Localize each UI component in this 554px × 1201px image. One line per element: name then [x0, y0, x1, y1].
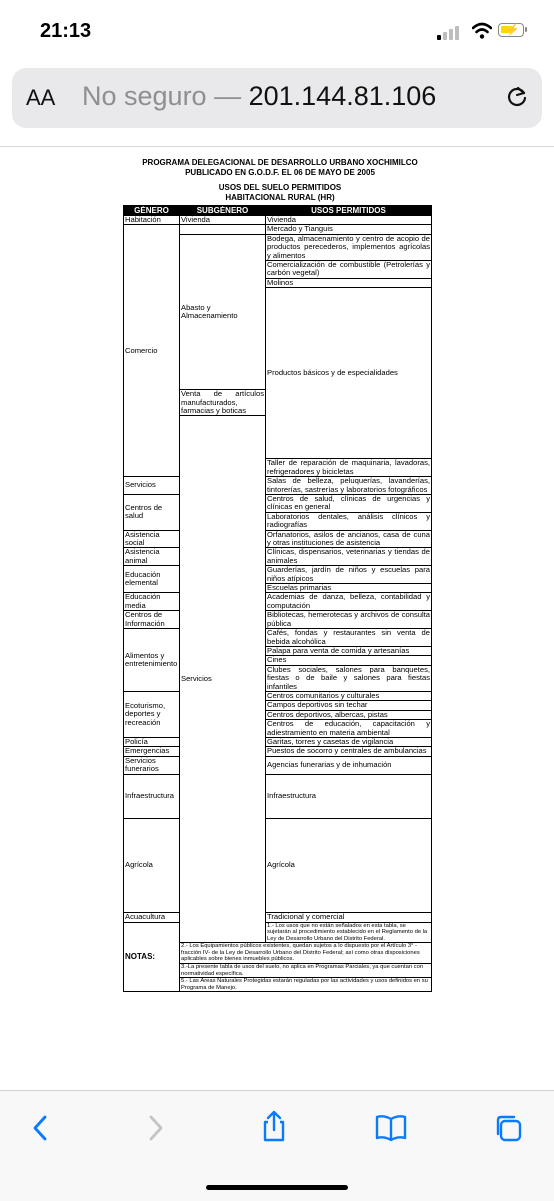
reader-options-button[interactable]	[26, 85, 55, 111]
cell-subgenero: Emergencias	[124, 747, 180, 756]
cell-subgenero: Alimentos y entretenimiento	[124, 629, 180, 692]
cell-uso: Vivienda	[266, 216, 432, 225]
table-row	[124, 225, 432, 234]
cell-uso: Clubes sociales, salones para banquetes, fiestas o de baile y salones para fiestas infantiles	[267, 665, 430, 691]
cell-uso: Campos deportivos sin techar	[266, 701, 432, 710]
wifi-icon	[472, 22, 492, 40]
status-time: 21:13	[40, 20, 92, 42]
cell-uso: Cines	[266, 656, 432, 665]
forward-icon[interactable]	[140, 1113, 170, 1143]
url-host: 201.144.81.106	[248, 81, 437, 111]
cell-subgenero: Educación media	[124, 593, 180, 611]
cell-uso: Agencias funerarias y de inhumación	[266, 756, 432, 774]
table-row	[124, 548, 432, 566]
cell-uso: Bibliotecas, hemerotecas y archivos de consulta pública	[267, 610, 430, 628]
aa-label: AA	[26, 85, 56, 110]
status-bar	[0, 0, 554, 60]
cell-subgenero: Infraestructura	[266, 774, 432, 818]
cell-subgenero: Centros de salud	[124, 495, 180, 531]
url-separator: —	[214, 81, 242, 111]
battery-charging-icon: ⚡	[498, 23, 524, 37]
table-header-row	[124, 206, 432, 216]
cell-genero: Servicios	[180, 416, 266, 943]
note-text: 1.- Los usos que no están señalados en esta tabla, se sujetarán al procedimiento establecido en el Reglamento de la Ley de Desarrollo Urbano del Distrito Federal.	[266, 922, 432, 943]
doc-title-1: PROGRAMA DELEGACIONAL DE DESARROLLO URBANO XOCHIMILCO	[142, 158, 418, 167]
note-text: 3.-La presente tabla de usos del suelo, no aplica en Programas Parciales, ya que cuentan con normatividad específica.	[180, 964, 432, 978]
cell-uso: Bodega, almacenamiento y centro de acopio de productos perecederos, implementos agrícolas y alimentos	[267, 234, 430, 260]
share-icon[interactable]	[259, 1109, 289, 1143]
cell-genero: Habitación	[124, 216, 180, 225]
reload-icon[interactable]	[504, 84, 530, 110]
cell-subgenero: Asistencia social	[124, 530, 180, 548]
cell-subgenero: Vivienda	[180, 216, 266, 225]
address-bar[interactable]	[12, 68, 542, 128]
cell-genero: Agrícola	[124, 818, 180, 912]
header-genero: GÉNERO	[124, 206, 180, 216]
cell-genero: Acuacultura	[124, 913, 180, 922]
cell-subgenero: Servicios	[124, 477, 180, 495]
cell-genero: Comercio	[124, 225, 180, 477]
table-row	[124, 774, 432, 809]
table-row	[124, 611, 432, 629]
cell-uso: Salas de belleza, peluquerías, lavanderías, tintorerías, sastrerías y laboratorios fotográficos	[267, 476, 430, 494]
note-text: 5.- Las Áreas Naturales Protegidas estarán reguladas por las actividades y usos definidos en su Programa de Manejo.	[180, 978, 432, 992]
url-field[interactable]	[82, 81, 436, 112]
table-row	[124, 913, 432, 922]
bookmarks-icon[interactable]	[374, 1113, 408, 1143]
cell-uso: Taller de reparación de maquinaria, lavadoras, refrigeradores y bicicletas	[267, 458, 430, 476]
tabs-icon[interactable]	[493, 1113, 523, 1143]
cell-subgenero: Abasto y Almacenamiento	[180, 234, 266, 389]
doc-title-3: USOS DEL SUELO PERMITIDOS	[218, 183, 342, 192]
cell-subgenero: Asistencia animal	[124, 548, 180, 566]
header-subgenero: SUBGÉNERO	[180, 206, 266, 216]
cell-uso: Puestos de socorro y centrales de ambulancias	[266, 747, 432, 756]
cell-uso: Centros deportivos, albercas, pistas	[266, 710, 432, 719]
table-row	[124, 756, 432, 774]
table-row	[124, 566, 432, 584]
table-row	[124, 216, 432, 225]
cell-subgenero: Educación elemental	[124, 566, 180, 593]
notes-label: NOTAS:	[124, 922, 180, 992]
cell-uso: Mercado y Tianguis	[266, 225, 432, 234]
document-page	[0, 146, 554, 1091]
cell-uso: Centros de salud, clínicas de urgencias y clínicas en general	[267, 494, 430, 512]
note-text: 2.- Los Equipamientos públicos existentes, quedan sujetos a lo dispuesto por el Artículo 3° -fracción IV- de la Ley de Desarrollo Urbano del Distrito Federal; así como otras disposiciones aplicables sobre bienes inmuebles públicos.	[180, 943, 432, 964]
doc-title-4: HABITACIONAL RURAL (HR)	[225, 193, 335, 202]
cell-uso: Molinos	[266, 278, 432, 287]
table-row	[124, 593, 432, 611]
cell-uso: Orfanatorios, asilos de ancianos, casa de cuna y otras instituciones de asistencia	[267, 530, 430, 548]
cell-subgenero: Productos básicos y de especialidades	[266, 288, 432, 459]
cell-subgenero: Agrícola	[266, 818, 432, 912]
table-row	[124, 737, 432, 746]
cell-subgenero: Tradicional y comercial	[266, 913, 432, 922]
usos-table	[123, 205, 432, 992]
cell-subgenero	[180, 225, 266, 234]
table-row	[124, 629, 432, 647]
table-row	[124, 477, 432, 495]
cell-uso: Cafés, fondas y restaurantes sin venta de bebida alcohólica	[267, 628, 430, 646]
header-usos: USOS PERMITIDOS	[266, 206, 432, 216]
home-indicator	[206, 1185, 348, 1190]
notes-row	[124, 922, 432, 943]
table-row	[124, 818, 432, 886]
cell-uso: Venta de artículos manufacturados, farmacias y boticas	[181, 389, 264, 415]
back-icon[interactable]	[26, 1113, 56, 1143]
cell-uso: Escuelas primarias	[266, 584, 432, 593]
cell-uso: Laboratorios dentales, análisis clínicos y radiografías	[267, 512, 430, 530]
cell-uso: Palapa para venta de comida y artesanías	[266, 646, 432, 655]
cell-uso: Centros de educación, capacitación y adiestramiento en materia ambiental	[267, 719, 430, 737]
cell-subgenero: Centros de Información	[124, 611, 180, 629]
cell-uso: Centros comunitarios y culturales	[266, 691, 432, 700]
table-row	[124, 747, 432, 756]
cell-subgenero: Policía	[124, 737, 180, 746]
cell-subgenero: Servicios funerarios	[124, 756, 180, 774]
security-status: No seguro	[82, 81, 207, 111]
cell-uso: Garitas, torres y casetas de vigilancia	[266, 737, 432, 746]
cell-genero: Infraestructura	[124, 774, 180, 818]
cell-uso: Guarderías, jardín de niños y escuelas para niños atípicos	[267, 565, 430, 583]
table-row	[124, 495, 432, 513]
table-body	[124, 216, 432, 992]
table-row	[124, 691, 432, 700]
cell-uso: Clínicas, dispensarios, veterinarias y tiendas de animales	[267, 547, 430, 565]
table-row	[124, 530, 432, 548]
cell-uso: Comercialización de combustible (Petrolerías y carbón vegetal)	[267, 260, 430, 278]
cell-uso: Academias de danza, belleza, contabilidad y computación	[267, 592, 430, 610]
doc-title-2: PUBLICADO EN G.O.D.F. EL 06 DE MAYO DE 2005	[185, 168, 375, 177]
cellular-signal-icon	[437, 26, 463, 40]
cell-subgenero: Ecoturismo, deportes y recreación	[124, 691, 180, 737]
